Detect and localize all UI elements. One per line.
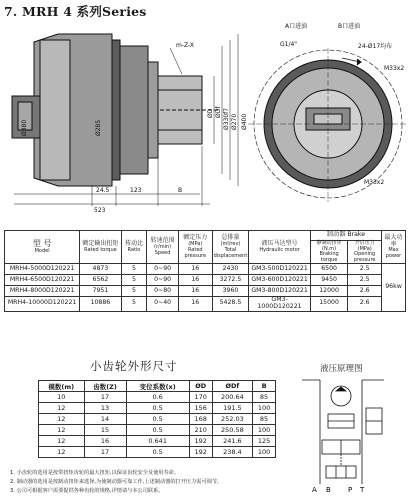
gear-cell: 12 [39,425,85,436]
dim-24-5: 24.5 [96,187,110,194]
header-brake-torque: 静制动扭矩(N.m) Braking torque [310,241,348,264]
cell-speed: 0~90 [147,275,179,286]
technical-drawing [0,18,411,214]
header-brake-pressure: 开启压力(MPa) Opening pressure [348,241,382,264]
dim-523: 523 [94,207,106,214]
cell-pressure: 16 [178,275,212,286]
note-item: 2. 制动器的选用是按制动扭矩来选择,为使制动器可靠工作,上述制动器的打开压力需可调节。 [10,479,223,485]
cell-pressure: 16 [178,297,212,312]
cell-brake-torque: 6500 [310,264,348,275]
header-power: 最大功率 Max power [382,231,406,264]
port-a-label: A口进油 [285,23,308,30]
gear-header-module: 模数(m) [39,381,85,392]
cell-ratio: 5 [121,275,147,286]
cell-power: 96kw [382,264,406,312]
gear-cell: 0.5 [126,425,189,436]
gear-cell: 100 [253,425,276,436]
table-row [39,447,276,458]
dim-dia-285: Ø285 [95,119,102,136]
table-row [5,275,406,286]
gear-cell: 85 [253,414,276,425]
cell-model: MRH4-5000D120221 [5,264,80,275]
gear-cell: 17 [84,392,126,403]
gear-cell: 13 [84,403,126,414]
bolt1-label: M33x2 [384,65,405,72]
hyd-label-b: B [326,486,331,494]
dim-123: 123 [130,187,142,194]
note-item: 1. 小齿轮的选用是按带扭矩齿轮的最大扭矩,以保证齿轮安全及使用寿命。 [10,470,180,476]
cell-motor: GM3-1000D120221 [249,297,311,312]
table-row [39,436,276,447]
table-row [39,414,276,425]
header-displacement: 总排量 (ml/rev) Total displacement [212,231,249,264]
header-pressure: 额定压力 (MPa) Rated pressure [178,231,212,264]
dim-dia-400: Ø400 [241,113,248,130]
table-row [39,425,276,436]
cell-brake-pressure: 2.5 [348,264,382,275]
gear-header-d: ØD [189,381,212,392]
dim-dia-df: ØDf [215,106,222,118]
note-item: 3. 公司可根据客户需要提供各种齿轮的规格,详情请与本公司联系。 [10,488,164,494]
gear-cell: 14 [84,414,126,425]
cell-ratio: 5 [121,297,147,312]
gear-cell: 100 [253,403,276,414]
dim-b: B [178,187,183,194]
cell-torque: 4873 [80,264,121,275]
cell-motor: GM3-800D120221 [249,286,311,297]
table-row [5,264,406,275]
gear-cell: 10 [39,392,85,403]
cell-brake-torque: 15000 [310,297,348,312]
gear-cell: 168 [189,414,212,425]
dim-dia-d: ØD [207,108,214,118]
header-brake: 制动器 Brake [310,231,381,241]
gear-section-title: 小齿轮外形尺寸 [90,359,178,373]
hyd-label-p: P [348,486,353,494]
cell-ratio: 5 [121,264,147,275]
table-row [5,297,406,312]
header-ratio: 传动比 Ratio [121,231,147,264]
cell-pressure: 16 [178,264,212,275]
gear-cell: 252.03 [212,414,252,425]
header-speed: 转速范围 (r/min) Speed [147,231,179,264]
port-size-label: G1/4" [280,41,298,48]
gear-header-b: B [253,381,276,392]
gear-cell: 17 [84,447,126,458]
hyd-label-t: T [360,486,365,494]
gear-cell: 85 [253,392,276,403]
cell-model: MRH4-10000D120221 [5,297,80,312]
gear-cell: 200.64 [212,392,252,403]
cell-model: MRH4-8000D120221 [5,286,80,297]
cell-model: MRH4-6500D120221 [5,275,80,286]
dim-dia-330: Ø330f7 [223,107,230,130]
hyd-label-a: A [312,486,317,494]
gear-cell: 0.5 [126,414,189,425]
gear-cell: 192 [189,436,212,447]
gear-cell: 12 [39,436,85,447]
cell-torque: 10886 [80,297,121,312]
gear-cell: 210 [189,425,212,436]
cell-displacement: 3272.5 [212,275,249,286]
gear-cell: 12 [39,403,85,414]
side-view [12,34,238,206]
gear-cell: 0.5 [126,403,189,414]
gear-cell: 16 [84,436,126,447]
cell-brake-pressure: 2.6 [348,297,382,312]
gear-cell: 0.5 [126,447,189,458]
gear-cell: 0.641 [126,436,189,447]
gear-cell: 170 [189,392,212,403]
header-torque: 额定输出扭矩 Rated torque [80,231,121,264]
dim-dia-270: Ø270 [231,113,238,130]
gear-cell: 238.4 [212,447,252,458]
cell-ratio: 5 [121,286,147,297]
gear-cell: 241.6 [212,436,252,447]
gear-header-shift: 变位系数(x) [126,381,189,392]
cell-speed: 0~80 [147,286,179,297]
gear-cell: 12 [39,414,85,425]
gear-header-teeth: 齿数(Z) [84,381,126,392]
bolt2-label: M33x2 [364,179,385,186]
cell-speed: 0~40 [147,297,179,312]
gear-header-df: ØDf [212,381,252,392]
cell-torque: 6562 [80,275,121,286]
gear-cell: 0.6 [126,392,189,403]
holes-label: 24-Ø17均布 [358,43,393,50]
gear-cell: 100 [253,447,276,458]
page-title: 7. MRH 4 系列Series [4,4,147,19]
gear-cell: 12 [39,447,85,458]
gear-cell: 156 [189,403,212,414]
gear-callout: m-Z-X [176,42,194,49]
header-model: 型 号 Model [5,231,80,264]
notes [10,469,280,496]
cell-displacement: 5428.5 [212,297,249,312]
table-row [39,403,276,414]
gear-cell: 250.58 [212,425,252,436]
gear-cell: 15 [84,425,126,436]
gear-table [38,380,276,458]
cell-motor: GM3-600D120221 [249,275,311,286]
gear-cell: 191.5 [212,403,252,414]
hydraulic-title: 液压原理图 [320,364,363,374]
cell-brake-pressure: 2.5 [348,275,382,286]
cell-brake-pressure: 2.6 [348,286,382,297]
spec-table [4,230,406,312]
gear-cell: 192 [189,447,212,458]
gear-cell: 125 [253,436,276,447]
hydraulic-schematic [292,374,402,498]
cell-speed: 0~90 [147,264,179,275]
cell-displacement: 2430 [212,264,249,275]
cell-torque: 7951 [80,286,121,297]
cell-displacement: 3960 [212,286,249,297]
cell-brake-torque: 9450 [310,275,348,286]
cell-brake-torque: 12000 [310,286,348,297]
port-b-label: B口进油 [338,23,361,30]
header-motor: 液压马达型号 Hydraulic motor [249,231,311,264]
table-row [5,286,406,297]
cell-pressure: 16 [178,286,212,297]
cell-motor: GM3-500D120221 [249,264,311,275]
table-row [39,392,276,403]
dim-dia-380: Ø380 [21,119,28,136]
